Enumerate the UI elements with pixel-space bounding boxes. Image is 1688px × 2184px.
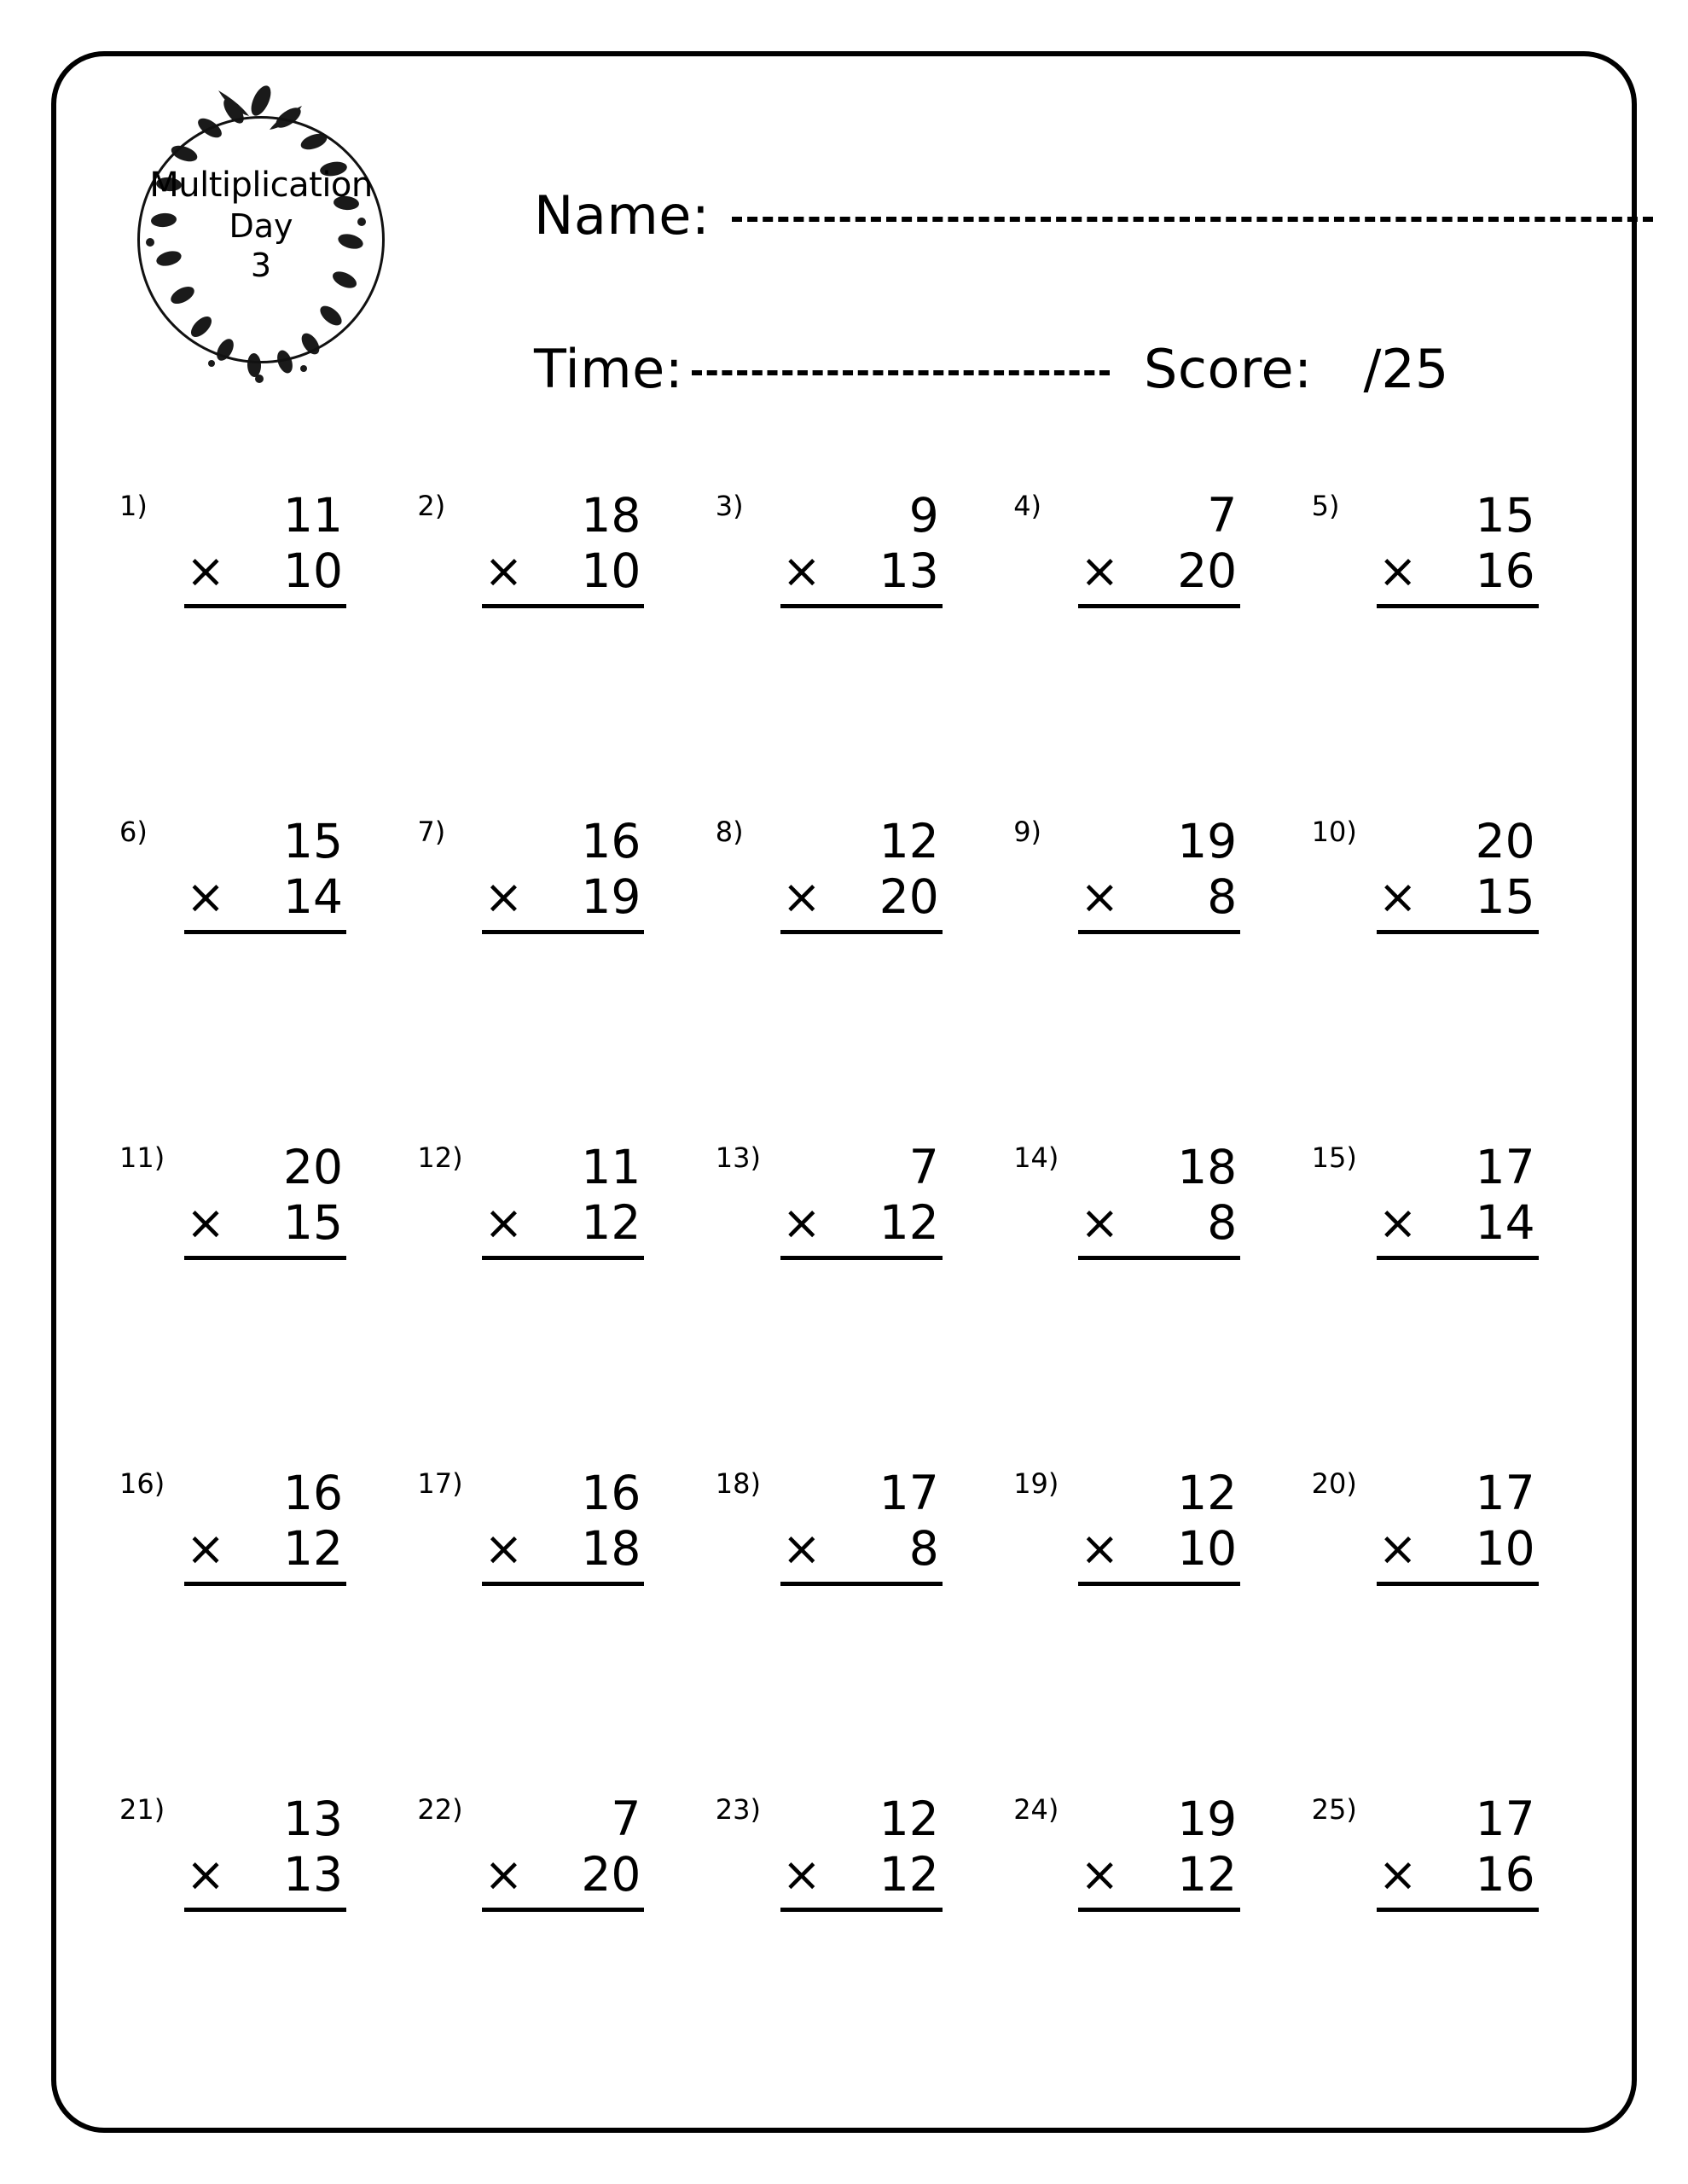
multiplier-row [1377, 1195, 1539, 1251]
problem-item [405, 809, 703, 1135]
answer-rule[interactable] [482, 1582, 644, 1586]
multiply-operator: × [1080, 1846, 1120, 1902]
multiplicand: 20 [1475, 814, 1535, 868]
problem-item [107, 1786, 405, 2112]
problem-stack [482, 814, 644, 934]
problem-item [1300, 1786, 1598, 2112]
multiplier: 15 [283, 1194, 343, 1250]
problem-number: 12) [417, 1141, 463, 1174]
problem-stack [1377, 488, 1539, 608]
multiplicand: 18 [1177, 1140, 1238, 1194]
problem-number: 3) [715, 490, 744, 522]
multiply-operator: × [1378, 1846, 1418, 1902]
multiplier-row [184, 1195, 346, 1251]
problem-item [1001, 1786, 1299, 2112]
multiplier-row [1078, 1847, 1240, 1902]
multiplier: 12 [879, 1194, 939, 1250]
problem-stack [184, 1140, 346, 1260]
answer-rule[interactable] [1078, 1908, 1240, 1912]
problem-number: 19) [1013, 1467, 1059, 1500]
multiply-operator: × [1080, 1194, 1120, 1250]
problem-number: 1) [119, 490, 148, 522]
answer-rule[interactable] [1377, 1256, 1539, 1260]
time-input-line[interactable] [692, 370, 1110, 375]
multiplier: 8 [1207, 868, 1238, 924]
problem-item [1300, 483, 1598, 809]
multiplicand: 11 [581, 1140, 641, 1194]
multiplication-day-badge [90, 75, 423, 416]
answer-rule[interactable] [780, 604, 943, 608]
multiplier-row [482, 1847, 644, 1902]
multiplier: 12 [283, 1520, 343, 1576]
multiplier-row [184, 1521, 346, 1577]
multiplier: 12 [581, 1194, 641, 1250]
multiplicand: 15 [1475, 488, 1535, 543]
multiplier: 8 [1207, 1194, 1238, 1250]
multiplicand: 13 [283, 1792, 343, 1846]
multiplier-row [780, 1521, 943, 1577]
multiply-operator: × [484, 1846, 524, 1902]
answer-rule[interactable] [184, 604, 346, 608]
problem-item [107, 1135, 405, 1461]
problems-grid [107, 483, 1598, 2112]
answer-rule[interactable] [1377, 1582, 1539, 1586]
answer-rule[interactable] [482, 930, 644, 934]
problem-stack [184, 1466, 346, 1586]
score-label: Score: [1144, 338, 1313, 400]
problem-item [704, 1135, 1001, 1461]
multiplier: 13 [283, 1846, 343, 1902]
multiplier: 20 [879, 868, 939, 924]
problem-number: 23) [715, 1793, 761, 1826]
problem-number: 7) [417, 816, 446, 848]
multiply-operator: × [484, 868, 524, 924]
multiply-operator: × [186, 1520, 226, 1576]
problem-stack [780, 814, 943, 934]
multiplicand: 16 [581, 814, 641, 868]
multiplier: 16 [1475, 543, 1535, 598]
problem-stack [1078, 1792, 1240, 1912]
multiplier: 10 [1177, 1520, 1238, 1576]
time-field [534, 338, 1110, 400]
problem-number: 11) [119, 1141, 165, 1174]
multiplier: 14 [283, 868, 343, 924]
badge-title: Multiplication [149, 166, 373, 205]
problem-number: 24) [1013, 1793, 1059, 1826]
multiply-operator: × [186, 1846, 226, 1902]
multiply-operator: × [1080, 1520, 1120, 1576]
multiply-operator: × [186, 1194, 226, 1250]
answer-rule[interactable] [1377, 930, 1539, 934]
problem-number: 16) [119, 1467, 165, 1500]
problem-stack [184, 814, 346, 934]
multiply-operator: × [781, 543, 821, 598]
multiply-operator: × [1080, 868, 1120, 924]
badge-text [125, 165, 397, 286]
multiplier-row [482, 1195, 644, 1251]
multiplier-row [1078, 1521, 1240, 1577]
multiply-operator: × [1080, 543, 1120, 598]
problem-item [107, 483, 405, 809]
multiply-operator: × [484, 1194, 524, 1250]
multiplier: 19 [581, 868, 641, 924]
problem-number: 5) [1311, 490, 1340, 522]
multiplicand: 20 [283, 1140, 343, 1194]
multiplicand: 17 [1475, 1466, 1535, 1520]
problem-stack [1078, 1140, 1240, 1260]
problem-number: 10) [1311, 816, 1357, 848]
problem-stack [482, 1466, 644, 1586]
answer-rule[interactable] [184, 1582, 346, 1586]
answer-rule[interactable] [1377, 604, 1539, 608]
multiplier-row [1377, 1847, 1539, 1902]
problem-item [405, 1135, 703, 1461]
multiplier: 15 [1475, 868, 1535, 924]
problem-item [1300, 1461, 1598, 1786]
multiplier: 16 [1475, 1846, 1535, 1902]
problem-item [704, 1786, 1001, 2112]
multiplicand: 15 [283, 814, 343, 868]
multiplicand: 12 [879, 1792, 939, 1846]
name-field [534, 184, 1653, 247]
multiply-operator: × [186, 868, 226, 924]
problem-item [1001, 1135, 1299, 1461]
multiplier-row [1377, 869, 1539, 925]
problem-number: 8) [715, 816, 744, 848]
multiply-operator: × [781, 1520, 821, 1576]
multiplier: 8 [908, 1520, 939, 1576]
problem-item [704, 809, 1001, 1135]
problem-number: 17) [417, 1467, 463, 1500]
multiplicand: 7 [1207, 488, 1238, 543]
problem-number: 9) [1013, 816, 1042, 848]
worksheet-header [56, 56, 1632, 457]
multiplicand: 18 [581, 488, 641, 543]
problem-number: 21) [119, 1793, 165, 1826]
multiplicand: 19 [1177, 1792, 1238, 1846]
problem-item [704, 1461, 1001, 1786]
multiply-operator: × [484, 543, 524, 598]
answer-rule[interactable] [1078, 604, 1240, 608]
multiplier-row [184, 543, 346, 599]
problem-number: 14) [1013, 1141, 1059, 1174]
problem-item [704, 483, 1001, 809]
multiplicand: 16 [581, 1466, 641, 1520]
problem-item [107, 1461, 405, 1786]
answer-rule[interactable] [780, 1908, 943, 1912]
answer-rule[interactable] [780, 1256, 943, 1260]
answer-rule[interactable] [780, 930, 943, 934]
problem-item [1001, 809, 1299, 1135]
problem-item [1300, 809, 1598, 1135]
multiplier: 14 [1475, 1194, 1535, 1250]
multiplier: 20 [581, 1846, 641, 1902]
multiplicand: 7 [908, 1140, 939, 1194]
problem-stack [184, 488, 346, 608]
multiplier-row [184, 1847, 346, 1902]
problem-stack [1377, 1140, 1539, 1260]
multiplier: 10 [283, 543, 343, 598]
problem-item [405, 483, 703, 809]
time-label: Time: [534, 338, 684, 400]
multiplier: 13 [879, 543, 939, 598]
name-label: Name: [534, 184, 711, 247]
multiplier: 18 [581, 1520, 641, 1576]
score-total: /25 [1363, 338, 1449, 400]
answer-rule[interactable] [482, 1908, 644, 1912]
problem-number: 18) [715, 1467, 761, 1500]
multiplier-row [1377, 543, 1539, 599]
multiplier-row [780, 869, 943, 925]
multiplicand: 9 [908, 488, 939, 543]
multiply-operator: × [484, 1520, 524, 1576]
problem-number: 15) [1311, 1141, 1357, 1174]
answer-rule[interactable] [1078, 1582, 1240, 1586]
multiplier: 10 [1475, 1520, 1535, 1576]
answer-rule[interactable] [1078, 930, 1240, 934]
multiplier-row [482, 543, 644, 599]
answer-rule[interactable] [780, 1582, 943, 1586]
problem-stack [1377, 814, 1539, 934]
multiply-operator: × [781, 1194, 821, 1250]
answer-rule[interactable] [184, 1256, 346, 1260]
answer-rule[interactable] [482, 1256, 644, 1260]
problem-number: 20) [1311, 1467, 1357, 1500]
problem-stack [482, 1792, 644, 1912]
answer-rule[interactable] [482, 604, 644, 608]
problem-stack [1078, 814, 1240, 934]
multiplier-row [1078, 1195, 1240, 1251]
problem-number: 22) [417, 1793, 463, 1826]
name-input-line[interactable] [732, 217, 1653, 222]
answer-rule[interactable] [1078, 1256, 1240, 1260]
problem-item [107, 809, 405, 1135]
answer-rule[interactable] [184, 930, 346, 934]
problem-item [405, 1461, 703, 1786]
answer-rule[interactable] [184, 1908, 346, 1912]
problem-stack [184, 1792, 346, 1912]
badge-day-number: 3 [250, 247, 272, 285]
problem-number: 4) [1013, 490, 1042, 522]
multiplier: 10 [581, 543, 641, 598]
problem-stack [1078, 1466, 1240, 1586]
multiplier-row [1078, 869, 1240, 925]
problem-item [1300, 1135, 1598, 1461]
multiplicand: 17 [879, 1466, 939, 1520]
multiplier-row [780, 543, 943, 599]
multiply-operator: × [1378, 868, 1418, 924]
multiplier-row [780, 1847, 943, 1902]
badge-subtitle: Day [229, 206, 293, 245]
multiply-operator: × [1378, 1194, 1418, 1250]
multiply-operator: × [781, 868, 821, 924]
multiplier-row [184, 869, 346, 925]
problem-stack [780, 1466, 943, 1586]
multiplier: 12 [879, 1846, 939, 1902]
problem-number: 2) [417, 490, 446, 522]
problem-stack [780, 1140, 943, 1260]
multiplier-row [780, 1195, 943, 1251]
problem-number: 25) [1311, 1793, 1357, 1826]
multiplicand: 12 [879, 814, 939, 868]
problem-stack [1377, 1792, 1539, 1912]
multiplicand: 7 [611, 1792, 641, 1846]
answer-rule[interactable] [1377, 1908, 1539, 1912]
multiplier: 20 [1177, 543, 1238, 598]
problem-stack [780, 488, 943, 608]
problem-number: 13) [715, 1141, 761, 1174]
multiplicand: 17 [1475, 1140, 1535, 1194]
score-field [1144, 338, 1448, 400]
problem-number: 6) [119, 816, 148, 848]
problem-stack [780, 1792, 943, 1912]
problem-stack [482, 488, 644, 608]
multiplier-row [482, 1521, 644, 1577]
multiplier-row [482, 869, 644, 925]
multiplier: 12 [1177, 1846, 1238, 1902]
problem-item [1001, 483, 1299, 809]
multiplier-row [1377, 1521, 1539, 1577]
multiply-operator: × [1378, 1520, 1418, 1576]
problem-item [1001, 1461, 1299, 1786]
multiplicand: 16 [283, 1466, 343, 1520]
multiplicand: 11 [283, 488, 343, 543]
worksheet-border [51, 51, 1637, 2133]
problem-stack [1377, 1466, 1539, 1586]
multiply-operator: × [781, 1846, 821, 1902]
multiply-operator: × [1378, 543, 1418, 598]
problem-stack [1078, 488, 1240, 608]
multiplier-row [1078, 543, 1240, 599]
multiply-operator: × [186, 543, 226, 598]
problem-item [405, 1786, 703, 2112]
multiplicand: 19 [1177, 814, 1238, 868]
problem-stack [482, 1140, 644, 1260]
multiplicand: 12 [1177, 1466, 1238, 1520]
multiplicand: 17 [1475, 1792, 1535, 1846]
